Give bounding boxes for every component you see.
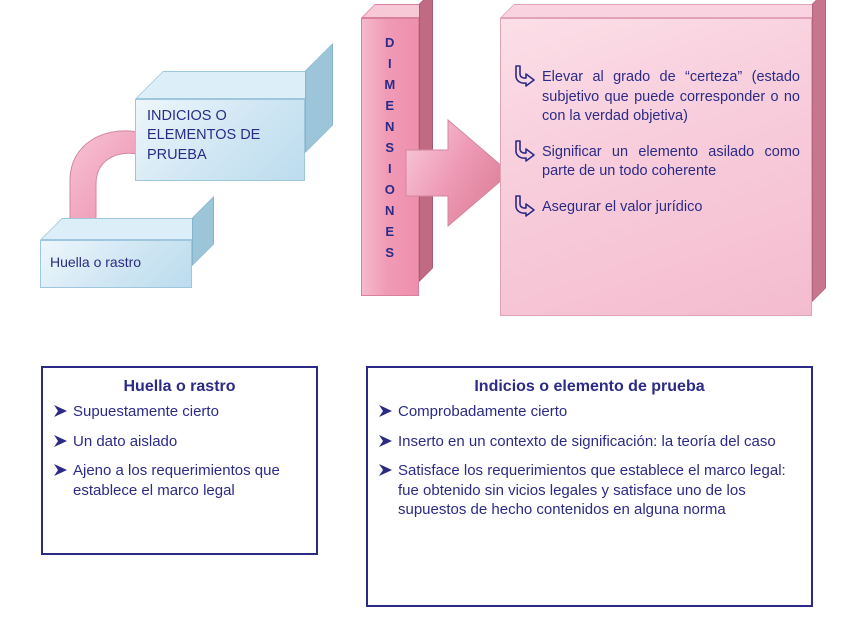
box-side-face	[192, 196, 214, 266]
list-item	[512, 68, 800, 127]
hook-arrow-icon	[512, 62, 538, 88]
list-item-text: Significar un elemento asilado como parte de un todo coherente	[542, 143, 800, 180]
arrow-right-icon	[404, 118, 512, 228]
box-indicios-elementos-de-prueba	[135, 99, 305, 181]
panel-side-face	[812, 0, 826, 302]
box-indicios-label: INDICIOS O ELEMENTOS DE PRUEBA	[147, 108, 261, 163]
card-title: Huella o rastro	[123, 378, 236, 395]
card-title: Indicios o elemento de prueba	[474, 378, 705, 395]
list-item	[53, 461, 306, 500]
list-item-text: Elevar al grado de “certeza” (estado subjetivo que puede corresponder o no con la verdad objetiva)	[542, 69, 800, 125]
list-item-text: Asegurar el valor jurídico	[542, 198, 703, 215]
dimensiones-label: D I M E N S I O N E S	[384, 35, 396, 261]
chevron-right-icon	[53, 463, 69, 477]
card-indicios-o-elemento-de-prueba	[366, 366, 813, 607]
list-item-text: Ajeno a los requerimientos que establece el marco legal	[73, 462, 280, 499]
panel-bullet-list	[512, 68, 800, 233]
list-item-text: Inserto en un contexto de significación: la teoría del caso	[398, 432, 776, 450]
box-side-face	[305, 43, 333, 153]
list-item	[53, 402, 306, 422]
list-item	[512, 198, 800, 218]
chevron-right-icon	[378, 434, 394, 448]
list-item-text: Satisface los requerimientos que establece el marco legal: fue obtenido sin vicios legales y satisface uno de los supuestos de hecho contenidos en alguna norma	[398, 462, 786, 518]
panel-top-face	[500, 4, 826, 18]
chevron-right-icon	[378, 463, 394, 477]
box-huella-o-rastro	[40, 240, 192, 288]
list-item	[512, 143, 800, 182]
list-item-text: Supuestamente cierto	[73, 403, 219, 420]
hook-arrow-icon	[512, 192, 538, 218]
box-huella-label: Huella o rastro	[50, 254, 142, 270]
card-huella-o-rastro	[41, 366, 318, 555]
list-item	[378, 461, 801, 520]
list-item-text: Comprobadamente cierto	[398, 403, 568, 420]
panel-dimensiones-contenido	[500, 18, 812, 316]
hook-arrow-icon	[512, 137, 538, 163]
chevron-right-icon	[378, 404, 394, 418]
list-item	[378, 432, 801, 452]
box-top-face	[40, 218, 214, 240]
list-item-text: Un dato aislado	[73, 432, 178, 450]
list-item	[378, 402, 801, 422]
chevron-right-icon	[53, 404, 69, 418]
chevron-right-icon	[53, 434, 69, 448]
list-item	[53, 432, 306, 452]
box-top-face	[135, 71, 333, 99]
